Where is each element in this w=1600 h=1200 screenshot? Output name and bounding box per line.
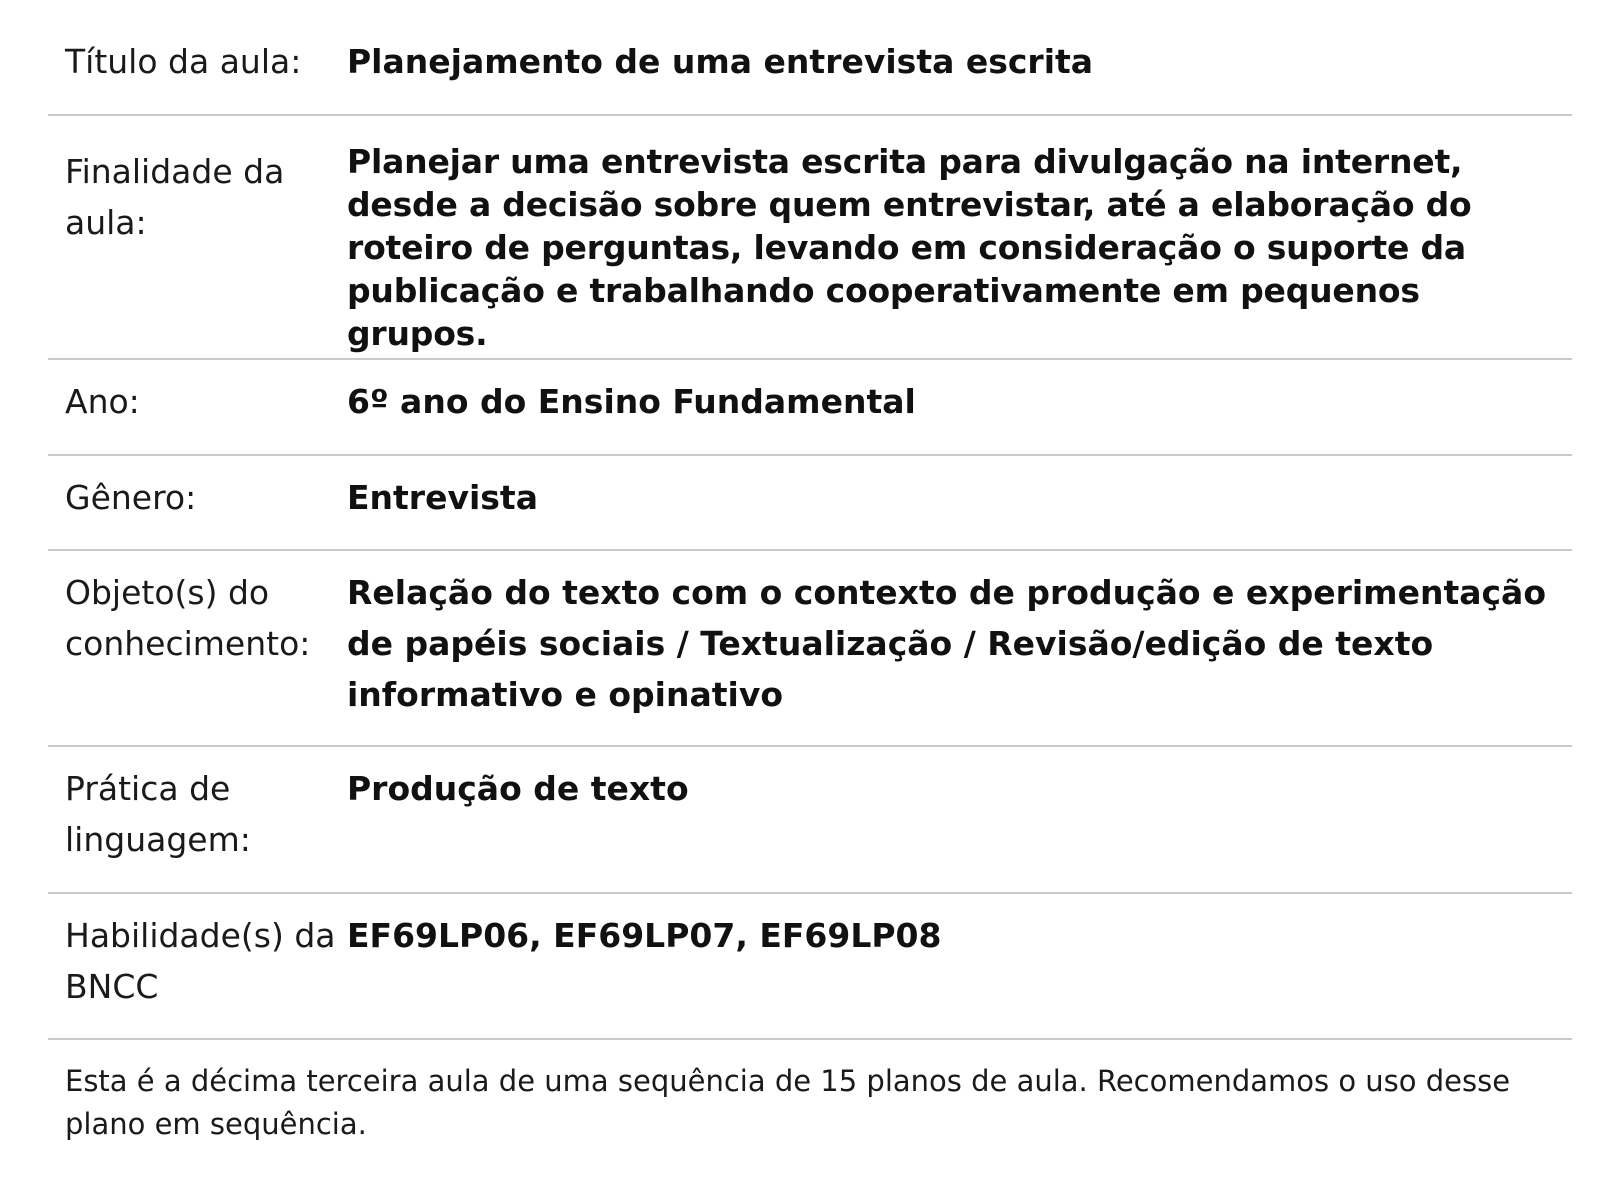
bncc-skills-value: EF69LP06, EF69LP07, EF69LP08: [347, 916, 942, 955]
row-school-year: [48, 360, 1572, 456]
sequence-footnote: Esta é a décima terceira aula de uma sequência de 15 planos de aula. Recomendamos o uso desse plano em sequência.: [65, 1064, 1511, 1141]
language-practice-value: Produção de texto: [347, 769, 689, 808]
row-label: Objeto(s) do conhecimento:: [65, 573, 311, 663]
row-label: Ano:: [65, 382, 140, 421]
school-year-value: 6º ano do Ensino Fundamental: [347, 382, 916, 421]
lesson-title-value: Planejamento de uma entrevista escrita: [347, 42, 1094, 81]
row-label: Finalidade da aula:: [65, 152, 285, 242]
lesson-info-table: [48, 0, 1572, 1040]
lesson-purpose-value: Planejar uma entrevista escrita para divulgação na internet, desde a decisão sobre quem entrevistar, até a elaboração do roteiro de perguntas, levando em consideração o suporte da publicação e trabalhando cooperativamente em pequenos grupos.: [347, 142, 1472, 353]
row-genre: [48, 456, 1572, 551]
knowledge-objects-value: Relação do texto com o contexto de produção e experimentação de papéis sociais / Textualização / Revisão/edição de texto informativo e opinativo: [347, 573, 1546, 714]
row-label: Gênero:: [65, 478, 197, 517]
row-label: Habilidade(s) da BNCC: [65, 916, 336, 1006]
row-language-practice: [48, 747, 1572, 894]
row-label: Prática de linguagem:: [65, 769, 251, 859]
row-bncc-skills: [48, 894, 1572, 1040]
row-knowledge-objects: [48, 551, 1572, 747]
row-lesson-purpose: [48, 116, 1572, 360]
genre-value: Entrevista: [347, 478, 538, 517]
row-lesson-title: [48, 0, 1572, 116]
row-label: Título da aula:: [65, 42, 302, 81]
